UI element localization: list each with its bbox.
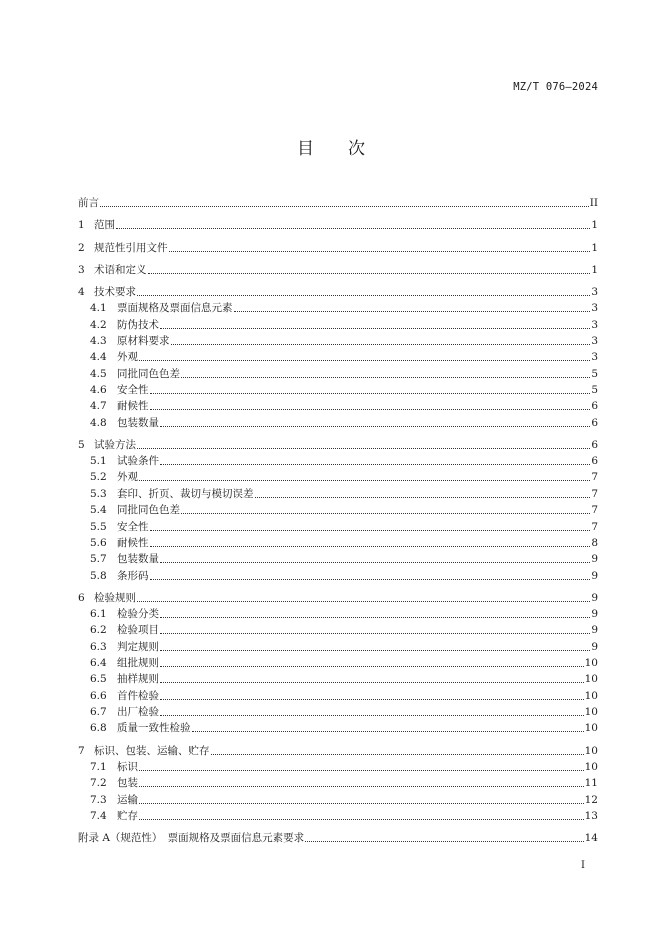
toc-entry[interactable]: [78, 260, 598, 276]
toc-dot-leader: [171, 344, 591, 345]
toc-entry-number: 5.3: [90, 487, 107, 500]
toc-entry[interactable]: [78, 829, 598, 845]
toc-dot-leader: [181, 513, 590, 514]
toc-entry-page: 7: [591, 471, 598, 484]
toc-entry-number: 7: [78, 744, 85, 757]
toc-entry-number: 4.8: [90, 416, 107, 429]
toc-dot-leader: [139, 803, 584, 804]
toc-entry-label: 出厂检验: [117, 706, 159, 719]
toc-dot-leader: [150, 393, 591, 394]
toc-entry-number: 7.4: [90, 809, 107, 822]
toc-entry-page: 10: [584, 722, 598, 735]
toc-entry-page: 10: [584, 760, 598, 773]
toc-entry-number: 4.3: [90, 334, 107, 347]
toc-entry-label: 同批同色色差: [117, 504, 180, 517]
toc-entry-label: 外观: [117, 471, 138, 484]
toc-entry-label: 原材料要求: [117, 334, 170, 347]
toc-entry-label: 票面规格及票面信息元素: [117, 302, 233, 315]
toc-entry-number: 6.7: [90, 706, 107, 719]
toc-entry-page: 3: [591, 285, 598, 298]
toc-entry[interactable]: [78, 381, 598, 397]
toc-entry-number: 4.1: [90, 302, 107, 315]
table-of-contents: [78, 194, 598, 845]
toc-entry-number: 7.1: [90, 760, 107, 773]
toc-entry-page: 3: [591, 302, 598, 315]
toc-entry-number: 3: [78, 263, 85, 276]
toc-dot-leader: [100, 206, 589, 207]
toc-entry[interactable]: [78, 686, 598, 702]
toc-entry-label: 耐候性: [117, 400, 149, 413]
toc-entry-number: 7.3: [90, 793, 107, 806]
toc-entry-page: 1: [591, 241, 598, 254]
toc-dot-leader: [139, 480, 590, 481]
toc-entry-label: 标识、包装、运输、贮存: [94, 744, 210, 757]
toc-entry-label: 耐候性: [117, 536, 149, 549]
toc-dot-leader: [181, 377, 590, 378]
toc-entry-label: 判定规则: [117, 640, 159, 653]
toc-entry-label: 试验条件: [117, 455, 159, 468]
toc-entry-label: 前言: [78, 197, 99, 210]
toc-entry-number: 4.5: [90, 367, 107, 380]
toc-entry-number: 5: [78, 438, 85, 451]
toc-entry[interactable]: [78, 741, 598, 757]
toc-entry-label: 包装数量: [117, 553, 159, 566]
toc-entry[interactable]: [78, 517, 598, 533]
toc-entry[interactable]: [78, 790, 598, 806]
toc-dot-leader: [150, 579, 591, 580]
standard-code: MZ/T 076—2024: [513, 81, 598, 93]
toc-entry-number: 4: [78, 285, 85, 298]
toc-dot-leader: [160, 562, 590, 563]
toc-dot-leader: [139, 819, 584, 820]
toc-entry-page: 10: [584, 744, 598, 757]
toc-dot-leader: [160, 633, 590, 634]
toc-entry-page: 10: [584, 706, 598, 719]
toc-entry-number: 1: [78, 219, 85, 232]
toc-entry-number: 5.8: [90, 569, 107, 582]
toc-entry-number: 5.7: [90, 553, 107, 566]
toc-entry[interactable]: [78, 348, 598, 364]
toc-entry-page: 7: [591, 520, 598, 533]
toc-dot-leader: [305, 841, 583, 842]
toc-dot-leader: [139, 770, 584, 771]
toc-entry-number: 6.2: [90, 624, 107, 637]
toc-entry[interactable]: [78, 670, 598, 686]
toc-entry-label: 检验分类: [117, 608, 159, 621]
toc-entry-label: 同批同色色差: [117, 367, 180, 380]
toc-entry-label: 范围: [94, 219, 115, 232]
toc-entry-label: 条形码: [117, 569, 149, 582]
toc-entry-page: 7: [591, 487, 598, 500]
toc-entry-number: 7.2: [90, 777, 107, 790]
toc-entry-number: 6.8: [90, 722, 107, 735]
toc-dot-leader: [139, 360, 590, 361]
toc-dot-leader: [234, 311, 591, 312]
toc-entry-number: 5.2: [90, 471, 107, 484]
toc-entry[interactable]: [78, 719, 598, 735]
toc-entry-label: 贮存: [117, 809, 138, 822]
toc-dot-leader: [150, 546, 591, 547]
toc-entry[interactable]: [78, 216, 598, 232]
toc-entry[interactable]: [78, 238, 598, 254]
toc-entry-page: 6: [591, 438, 598, 451]
toc-entry[interactable]: [78, 807, 598, 823]
toc-entry-label: 规范性引用文件: [94, 241, 168, 254]
toc-entry-page: 3: [591, 351, 598, 364]
toc-dot-leader: [160, 650, 590, 651]
toc-entry[interactable]: [78, 299, 598, 315]
toc-dot-leader: [150, 530, 591, 531]
toc-entry[interactable]: [78, 605, 598, 621]
toc-entry-page: 9: [591, 591, 598, 604]
toc-entry[interactable]: [78, 452, 598, 468]
toc-entry-page: 10: [584, 689, 598, 702]
toc-entry-page: 9: [591, 640, 598, 653]
toc-entry[interactable]: [78, 758, 598, 774]
toc-title: 目 次: [297, 139, 365, 159]
toc-dot-leader: [160, 426, 590, 427]
toc-entry-label: 组批规则: [117, 657, 159, 670]
toc-dot-leader: [160, 715, 584, 716]
toc-entry-number: 4.7: [90, 400, 107, 413]
toc-entry-number: 4.4: [90, 351, 107, 364]
toc-entry[interactable]: [78, 501, 598, 517]
toc-entry-page: 14: [584, 832, 598, 845]
toc-entry-page: 12: [584, 793, 598, 806]
toc-entry-page: 9: [591, 569, 598, 582]
toc-entry-number: 6.4: [90, 657, 107, 670]
toc-entry-page: 11: [584, 777, 598, 790]
toc-entry[interactable]: [78, 703, 598, 719]
toc-dot-leader: [160, 464, 590, 465]
toc-dot-leader: [139, 786, 584, 787]
toc-dot-leader: [211, 754, 584, 755]
toc-entry[interactable]: [78, 534, 598, 550]
toc-entry-page: 3: [591, 318, 598, 331]
toc-entry-label: 质量一致性检验: [117, 722, 191, 735]
toc-dot-leader: [148, 273, 591, 274]
toc-entry[interactable]: [78, 397, 598, 413]
toc-entry-page: 9: [591, 624, 598, 637]
toc-entry-page: 5: [591, 383, 598, 396]
toc-entry-label: 附录 A（规范性） 票面规格及票面信息元素要求: [78, 832, 305, 845]
toc-entry-label: 检验项目: [117, 624, 159, 637]
toc-entry-number: 5.1: [90, 455, 107, 468]
toc-dot-leader: [255, 497, 591, 498]
toc-dot-leader: [160, 328, 590, 329]
toc-entry-number: 6.3: [90, 640, 107, 653]
toc-dot-leader: [160, 617, 590, 618]
toc-entry-label: 套印、折页、裁切与模切误差: [117, 487, 254, 500]
toc-entry[interactable]: [78, 283, 598, 299]
toc-entry-page: 6: [591, 400, 598, 413]
toc-entry[interactable]: [78, 468, 598, 484]
toc-entry-number: 5.6: [90, 536, 107, 549]
toc-entry[interactable]: [78, 194, 598, 210]
toc-entry-label: 包装: [117, 777, 138, 790]
toc-entry-number: 4.2: [90, 318, 107, 331]
toc-dot-leader: [169, 251, 591, 252]
toc-dot-leader: [137, 448, 590, 449]
toc-dot-leader: [137, 295, 590, 296]
toc-dot-leader: [160, 699, 584, 700]
page-number: I: [581, 860, 585, 871]
toc-entry-label: 运输: [117, 793, 138, 806]
toc-dot-leader: [160, 666, 584, 667]
toc-entry-label: 检验规则: [94, 591, 136, 604]
toc-entry-page: 13: [584, 809, 598, 822]
toc-dot-leader: [116, 228, 590, 229]
toc-entry-label: 防伪技术: [117, 318, 159, 331]
toc-entry-number: 5.4: [90, 504, 107, 517]
toc-entry-page: 7: [591, 504, 598, 517]
toc-entry-page: 6: [591, 455, 598, 468]
toc-entry-label: 安全性: [117, 520, 149, 533]
toc-dot-leader: [192, 731, 584, 732]
toc-entry-label: 安全性: [117, 383, 149, 396]
toc-entry-number: 6.1: [90, 608, 107, 621]
toc-entry-page: 10: [584, 657, 598, 670]
toc-entry-number: 2: [78, 241, 85, 254]
toc-entry-page: 8: [591, 536, 598, 549]
toc-entry[interactable]: [78, 621, 598, 637]
toc-entry[interactable]: [78, 654, 598, 670]
toc-entry[interactable]: [78, 550, 598, 566]
toc-entry[interactable]: [78, 364, 598, 380]
toc-entry-number: 4.6: [90, 383, 107, 396]
toc-entry-page: 9: [591, 553, 598, 566]
toc-entry-page: II: [589, 197, 598, 210]
toc-dot-leader: [150, 409, 591, 410]
toc-entry-label: 试验方法: [94, 438, 136, 451]
toc-entry-page: 6: [591, 416, 598, 429]
toc-entry-label: 首件检验: [117, 689, 159, 702]
toc-dot-leader: [160, 682, 584, 683]
toc-entry[interactable]: [78, 566, 598, 582]
toc-entry-number: 6.5: [90, 673, 107, 686]
toc-entry[interactable]: [78, 484, 598, 500]
toc-entry[interactable]: [78, 774, 598, 790]
toc-entry-label: 术语和定义: [94, 263, 147, 276]
toc-entry-label: 外观: [117, 351, 138, 364]
toc-entry-label: 抽样规则: [117, 673, 159, 686]
toc-entry-label: 技术要求: [94, 285, 136, 298]
toc-entry-page: 9: [591, 608, 598, 621]
toc-entry[interactable]: [78, 332, 598, 348]
toc-entry-page: 5: [591, 367, 598, 380]
toc-entry-number: 6: [78, 591, 85, 604]
toc-entry-page: 10: [584, 673, 598, 686]
toc-entry-number: 5.5: [90, 520, 107, 533]
toc-entry-page: 3: [591, 334, 598, 347]
toc-entry-page: 1: [591, 219, 598, 232]
toc-entry[interactable]: [78, 315, 598, 331]
toc-dot-leader: [137, 601, 590, 602]
toc-entry-number: 6.6: [90, 689, 107, 702]
toc-entry-label: 包装数量: [117, 416, 159, 429]
toc-entry-page: 1: [591, 263, 598, 276]
toc-entry[interactable]: [78, 435, 598, 451]
toc-entry[interactable]: [78, 637, 598, 653]
toc-entry[interactable]: [78, 588, 598, 604]
toc-entry[interactable]: [78, 413, 598, 429]
toc-entry-label: 标识: [117, 760, 138, 773]
